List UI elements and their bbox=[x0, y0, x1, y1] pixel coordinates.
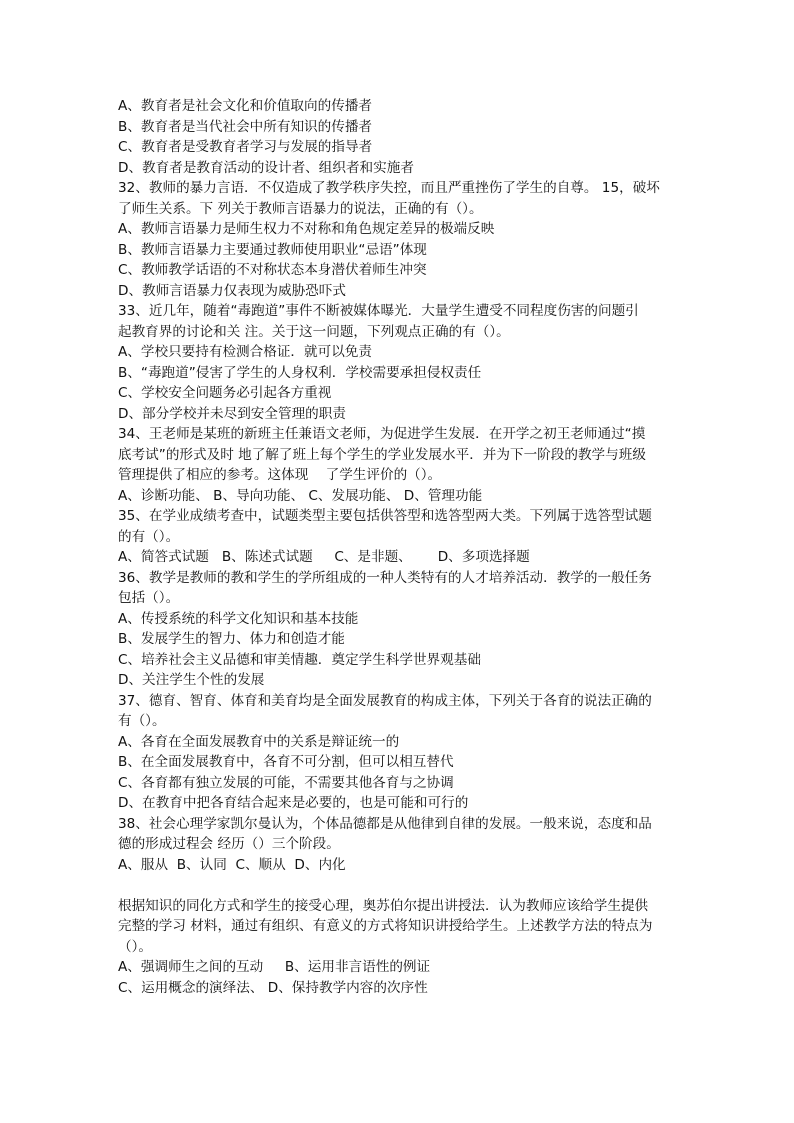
text-line: D、部分学校并未尽到安全管理的职责 bbox=[118, 405, 346, 422]
text-line: A、传授系统的科学文化知识和基本技能 bbox=[118, 610, 359, 627]
text-line: A、各育在全面发展教育中的关系是辩证统一的 bbox=[118, 733, 400, 750]
text-line: 34、王老师是某班的新班主任兼语文老师，为促进学生发展．在开学之初王老师通过“摸 bbox=[118, 426, 646, 442]
text-line: D、教师言语暴力仅表现为威胁恐吓式 bbox=[118, 282, 346, 299]
text-line: B、教育者是当代社会中所有知识的传播者 bbox=[118, 118, 373, 135]
text-line: 根据知识的同化方式和学生的接受心理，奥苏伯尔提出讲授法．认为教师应该给学生提供 bbox=[118, 897, 649, 914]
text-line: A、教师言语暴力是师生权力不对称和角色规定差异的极端反映 bbox=[118, 221, 495, 237]
text-line: 的有（）。 bbox=[118, 528, 180, 545]
text-line: C、运用概念的演绎法、 D、保持教学内容的次序性 bbox=[118, 979, 428, 996]
text-line: （）。 bbox=[118, 938, 152, 955]
text-line: A、学校只要持有检测合格证．就可以免责 bbox=[118, 344, 372, 360]
text-line: 管理提供了相应的参考。这体现 了学生评价的（）。 bbox=[118, 467, 442, 483]
text-line: B、教师言语暴力主要通过教师使用职业“忌语”体现 bbox=[118, 241, 427, 258]
text-line: 37、德育、智育、体育和美育均是全面发展教育的构成主体，下列关于各育的说法正确的 bbox=[118, 692, 652, 709]
paragraph-gap bbox=[118, 875, 694, 896]
text-line: D、在教育中把各育结合起来是必要的，也是可能和可行的 bbox=[118, 795, 469, 811]
text-line: 包括（）。 bbox=[118, 590, 180, 606]
text-line: D、教育者是教育活动的设计者、组织者和实施者 bbox=[118, 159, 414, 176]
text-line: A、简答式试题 B、陈述式试题 C、是非题、 D、多项选择题 bbox=[118, 549, 530, 565]
text-line: B、发展学生的智力、体力和创造才能 bbox=[118, 631, 345, 647]
text-line: 底考试”的形式及时 地了解了班上每个学生的学业发展水平．并为下一阶段的教学与班级 bbox=[118, 446, 646, 463]
text-line: A、诊断功能、 B、导向功能、 C、发展功能、 D、管理功能 bbox=[118, 487, 483, 504]
text-line: 35、在学业成绩考查中，试题类型主要包括供答型和选答型两大类。下列属于选答型试题 bbox=[118, 508, 652, 524]
questions-block bbox=[118, 96, 694, 875]
text-line: 32、教师的暴力言语．不仅造成了教学秩序失控，而且严重挫伤了学生的自尊。 15，破坏 bbox=[118, 180, 660, 196]
text-line: 38、社会心理学家凯尔曼认为，个体品德都是从他律到自律的发展。一般来说，态度和品 bbox=[118, 815, 652, 832]
text-line: A、服从 B、认同 C、顺从 D、内化 bbox=[118, 856, 346, 873]
text-line: 36、教学是教师的教和学生的学所组成的一种人类特有的人才培养活动．教学的一般任务 bbox=[118, 569, 652, 586]
text-line: 起教育界的讨论和关 注。关于这一问题，下列观点正确的有（）。 bbox=[118, 323, 510, 340]
text-line: A、强调师生之间的互动 B、运用非言语性的例证 bbox=[118, 959, 431, 975]
text-line: 德的形成过程会 经历（）三个阶段。 bbox=[118, 836, 340, 852]
text-line: C、教育者是受教育者学习与发展的指导者 bbox=[118, 139, 373, 155]
text-line: C、学校安全问题务必引起各方重视 bbox=[118, 385, 332, 401]
text-line: B、在全面发展教育中，各育不可分割，但可以相互替代 bbox=[118, 754, 454, 770]
teaching-method-question bbox=[118, 896, 694, 999]
text-line: D、关注学生个性的发展 bbox=[118, 672, 265, 688]
text-line: C、培养社会主义品德和审美情趣．奠定学生科学世界观基础 bbox=[118, 651, 481, 668]
text-line: 33、近几年，随着“毒跑道”事件不断被媒体曝光．大量学生遭受不同程度伤害的问题引 bbox=[118, 303, 639, 319]
text-line: 了师生关系。下 列关于教师言语暴力的说法，正确的有（）。 bbox=[118, 200, 483, 217]
text-line: A、教育者是社会文化和价值取向的传播者 bbox=[118, 98, 372, 114]
text-line: C、教师教学话语的不对称状态本身潜伏着师生冲突 bbox=[118, 262, 427, 278]
text-line: C、各育都有独立发展的可能，不需要其他各育与之协调 bbox=[118, 774, 454, 791]
text-line: 有（）。 bbox=[118, 713, 166, 729]
text-line: B、“毒跑道”侵害了学生的人身权利．学校需要承担侵权责任 bbox=[118, 364, 482, 381]
text-line: 完整的学习 材料，通过有组织、有意义的方式将知识讲授给学生。上述教学方法的特点为 bbox=[118, 918, 653, 934]
